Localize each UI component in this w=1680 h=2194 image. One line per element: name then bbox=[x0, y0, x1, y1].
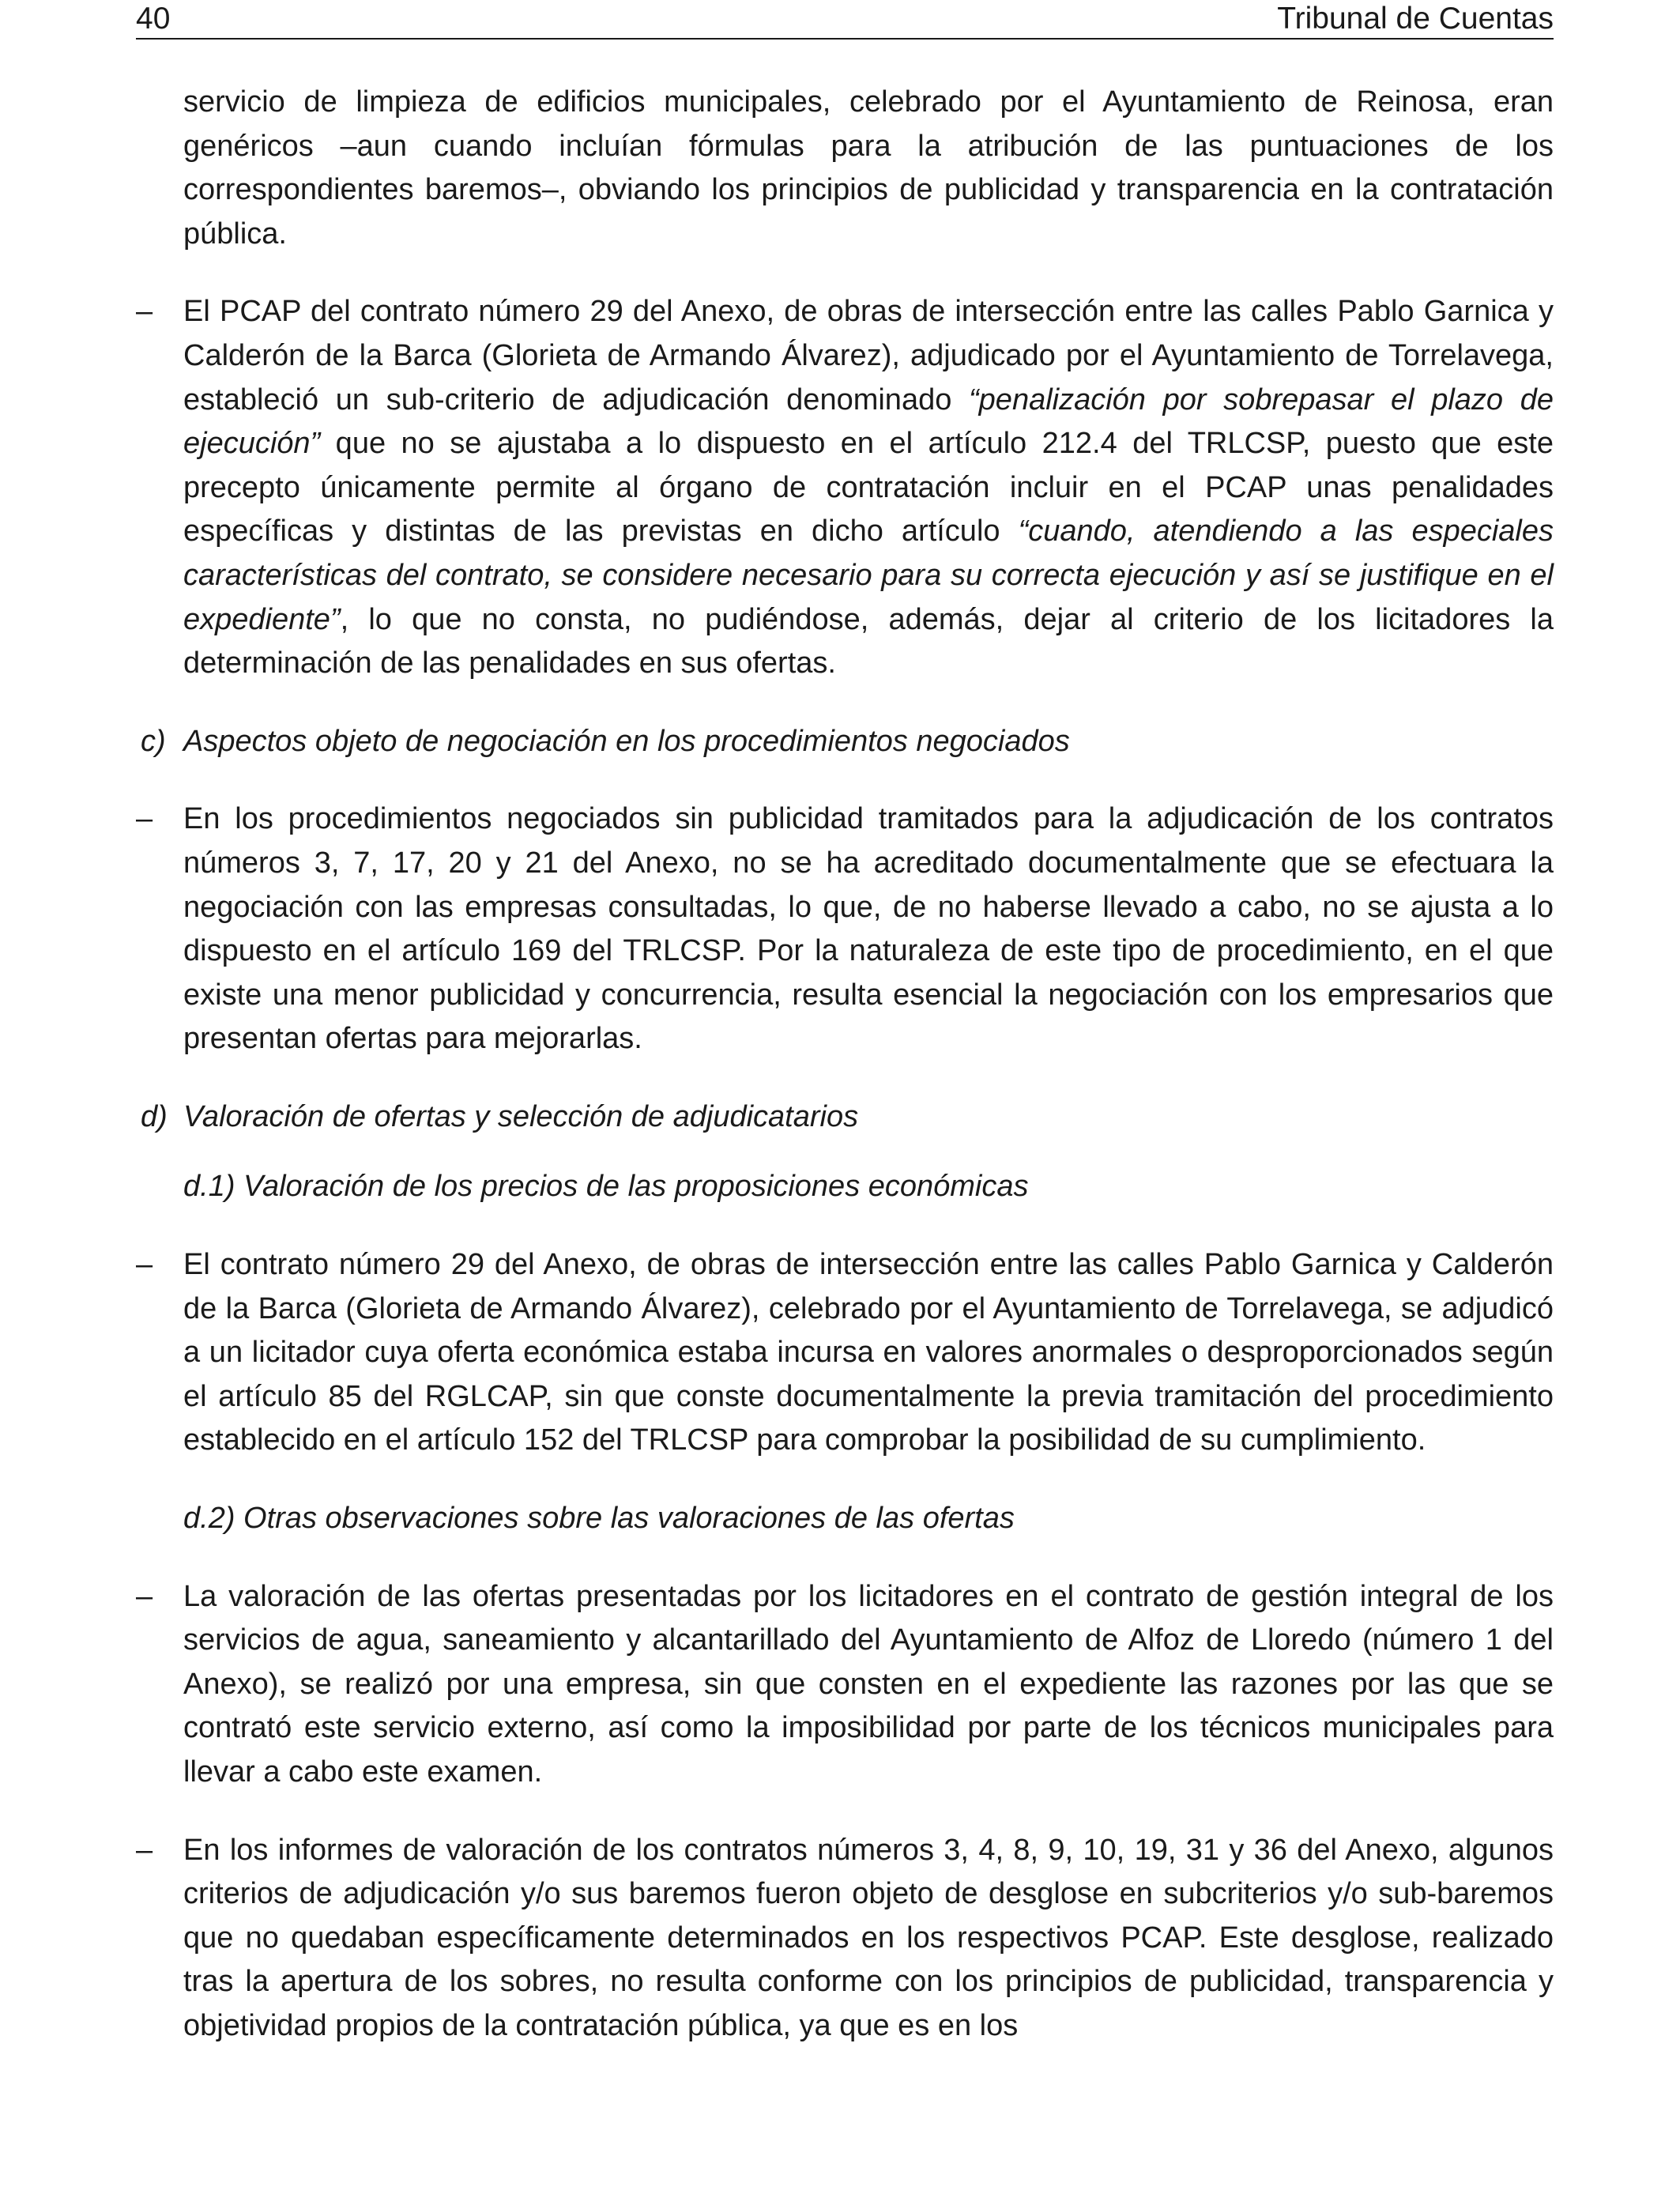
document-body bbox=[136, 81, 1554, 2049]
page-header bbox=[136, 0, 1554, 40]
dash-bullet: – bbox=[136, 1248, 153, 1282]
subsection-heading-d1 bbox=[136, 1165, 1554, 1209]
page-number: 40 bbox=[136, 2, 171, 36]
dash-bullet: – bbox=[136, 1833, 153, 1867]
dash-bullet: – bbox=[136, 1579, 153, 1613]
subsection-heading-d2 bbox=[136, 1497, 1554, 1541]
paragraph-text: El PCAP del contrato número 29 del Anexo, de obras de intersección entre las calles Pablo Garnica y Calderón de la Barca (Glorieta de Armando Álvarez), adjudicado por el Ayuntamiento de Torrelavega, estableció un sub-criterio de adjudicación denominado bbox=[183, 295, 1554, 417]
list-item-external-valuation bbox=[136, 1575, 1554, 1795]
paragraph-continuation bbox=[136, 81, 1554, 256]
paragraph-text: En los informes de valoración de los contratos números 3, 4, 8, 9, 10, 19, 31 y 36 del Anexo, algunos criterios de adjudicación y/o sus baremos fueron objeto de desglose en subcriterios y/o sub-baremos que no quedaban específicamente determinados en los respectivos PCAP. Este desglose, realizado tras la apertura de los sobres, no resulta conforme con los principios de publicidad, transparencia y objetividad propios de la contratación pública, ya que es en los bbox=[183, 1833, 1554, 2042]
section-title: Aspectos objeto de negociación en los procedimientos negociados bbox=[183, 724, 1070, 758]
subsection-title: d.1) Valoración de los precios de las proposiciones económicas bbox=[183, 1170, 1029, 1204]
dash-bullet: – bbox=[136, 802, 153, 836]
paragraph-text: , lo que no consta, no pudiéndose, además, dejar al criterio de los licitadores la determinación de las penalidades en sus ofertas. bbox=[183, 602, 1554, 680]
paragraph-text: La valoración de las ofertas presentadas por los licitadores en el contrato de gestión integral de los servicios de agua, saneamiento y alcantarillado del Ayuntamiento de Alfoz de Lloredo (número 1 del Anexo), se realizó por una empresa, sin que consten en el expediente las razones por las que se contrató este servicio externo, así como la imposibilidad por parte de los técnicos municipales para llevar a cabo este examen. bbox=[183, 1579, 1554, 1789]
section-marker: c) bbox=[141, 724, 166, 758]
paragraph-text: que no se ajustaba a lo dispuesto en el artículo 212.4 del TRLCSP, puesto que este precepto únicamente permite al órgano de contratación incluir en el PCAP unas penalidades específicas y distintas de las previstas en dicho artículo bbox=[183, 427, 1554, 548]
running-title: Tribunal de Cuentas bbox=[1277, 2, 1554, 36]
section-title: Valoración de ofertas y selección de adjudicatarios bbox=[183, 1099, 859, 1133]
section-heading-c bbox=[136, 720, 1554, 764]
list-item-abnormal-offer bbox=[136, 1243, 1554, 1463]
quoted-article: “cuando, atendiendo a las especiales características del contrato, se considere necesario para su correcta ejecución y así se justifique en el expediente” bbox=[183, 515, 1554, 636]
subsection-title: d.2) Otras observaciones sobre las valoraciones de las ofertas bbox=[183, 1502, 1015, 1536]
quoted-term: “penalización por sobrepasar el plazo de ejecución” bbox=[183, 383, 1554, 461]
paragraph-text: servicio de limpieza de edificios municipales, celebrado por el Ayuntamiento de Reinosa, eran genéricos –aun cuando incluían fórmulas para la atribución de las puntuaciones de los correspondientes baremos–, obviando los principios de publicidad y transparencia en la contratación pública. bbox=[183, 85, 1554, 251]
dash-bullet: – bbox=[136, 295, 153, 329]
section-marker: d) bbox=[141, 1099, 168, 1133]
list-item-subcriteria bbox=[136, 1829, 1554, 2049]
paragraph-text: El contrato número 29 del Anexo, de obras de intersección entre las calles Pablo Garnica y Calderón de la Barca (Glorieta de Armando Álvarez), celebrado por el Ayuntamiento de Torrelavega, se adjudicó a un licitador cuya oferta económica estaba incursa en valores anormales o desproporcionados según el artículo 85 del RGLCAP, sin que conste documentalmente la previa tramitación del procedimiento establecido en el artículo 152 del TRLCSP para comprobar la posibilidad de su cumplimiento. bbox=[183, 1248, 1554, 1457]
list-item-negotiation bbox=[136, 797, 1554, 1061]
section-heading-d bbox=[136, 1095, 1554, 1140]
paragraph-text: En los procedimientos negociados sin publicidad tramitados para la adjudicación de los contratos números 3, 7, 17, 20 y 21 del Anexo, no se ha acreditado documentalmente que se efectuara la negociación con las empresas consultadas, lo que, de no haberse llevado a cabo, no se ajusta a lo dispuesto en el artículo 169 del TRLCSP. Por la naturaleza de este tipo de procedimiento, en el que existe una menor publicidad y concurrencia, resulta esencial la negociación con los empresarios que presentan ofertas para mejorarlas. bbox=[183, 802, 1554, 1056]
list-item-pcap-penalties bbox=[136, 290, 1554, 685]
